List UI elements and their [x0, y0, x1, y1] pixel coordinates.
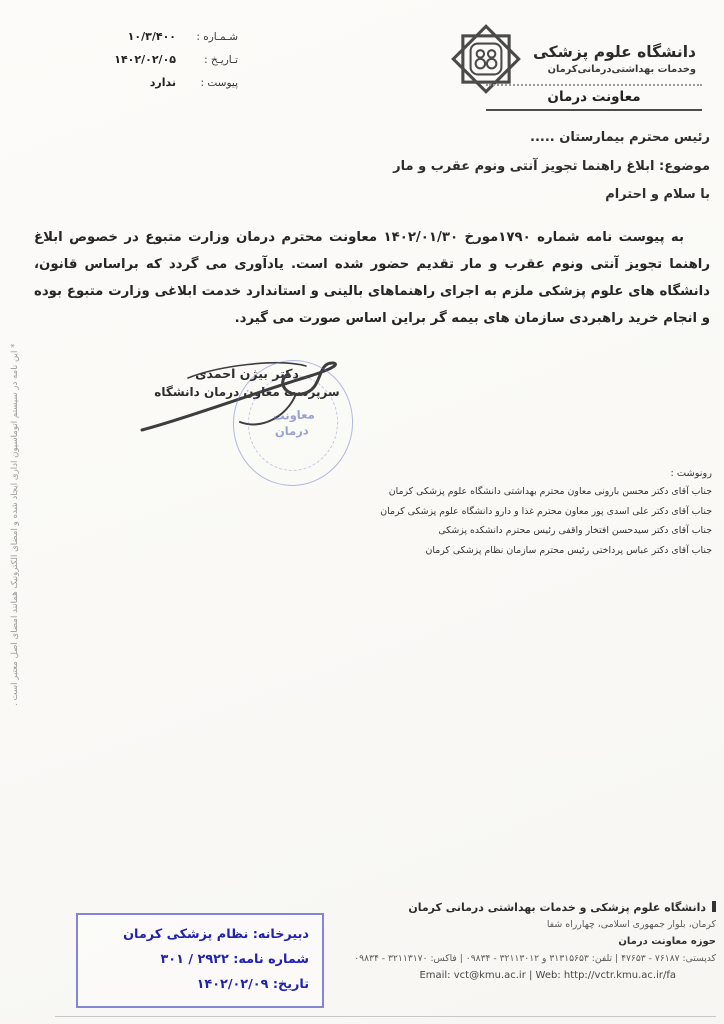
department-name: معاونت درمان — [547, 89, 641, 105]
footer-address: کرمان، بلوار جمهوری اسلامی، چهارراه شفا — [546, 919, 716, 930]
footer-org-line — [296, 899, 716, 916]
org-subtitle: وخدمات بهداشتی‌درمانی‌کرمان — [547, 64, 696, 75]
stamp-word-2: درمان — [274, 423, 310, 439]
department-banner — [486, 84, 702, 111]
secretariat-office: دبیرخانه: نظام پزشکی کرمان — [123, 927, 309, 942]
signer-name: دکتر بیژن احمدی — [195, 366, 299, 381]
date-value: ۱۴۰۲/۰۲/۰۵ — [114, 53, 176, 66]
letterhead-text — [533, 43, 696, 75]
subject-line: موضوع: ابلاغ راهنما تجویز آنتی ونوم عقرب و مار — [393, 159, 710, 174]
recipient-line: رئیس محترم بیمارستان ..... — [530, 130, 710, 145]
meta-date-row — [88, 53, 238, 76]
footer-accent-bar — [712, 901, 716, 912]
cc-item: جناب آقای دکتر علی اسدی پور معاون محترم غذا و دارو دانشگاه علوم پزشکی کرمان — [380, 505, 712, 517]
secretariat-stamp-box — [76, 913, 324, 1008]
secretariat-date: تاریخ: ۱۴۰۲/۰۲/۰۹ — [196, 977, 309, 992]
round-stamp-center — [242, 369, 344, 477]
secretariat-letter-number: شماره نامه: ۲۹۲۲ / ۳۰۱ — [160, 952, 309, 967]
attachment-label: پیوست : — [200, 77, 238, 89]
footer-phone-fax: کدپستی: ۷۶۱۸۷ - ۴۷۶۵۳ | تلفن: ۳۱۳۱۵۶۵۳ و ۳۲۱۱۳۰۱۲ - ۰۹۸۳۴ | فاکس: ۳۲۱۱۳۱۷۰ - ۰۹۸۳۴ — [354, 953, 716, 964]
cc-label: رونوشت : — [670, 468, 712, 479]
attachment-value: ندارد — [149, 76, 176, 89]
footer-org-name: دانشگاه علوم پزشکی و خدمات بهداشتی درمانی کرمان — [408, 901, 706, 914]
footer-contact-block — [296, 899, 716, 985]
cc-item: جناب آقای دکتر سیدحسن افتخار واقفی رئیس محترم دانشکده پزشکی — [438, 525, 712, 536]
cc-list — [374, 468, 712, 560]
stamp-word-1: معاونت — [273, 407, 316, 423]
number-value: ۱۰/۳/۴۰۰ — [127, 30, 176, 43]
letter-body: به پیوست نامه شماره ۱۷۹۰مورخ ۱۴۰۲/۰۱/۳۰ معاونت محترم درمان وزارت متبوع در خصوص ابلاغ راهنما تجویز آنتی ونوم عقرب و مار تقدیم حضور شده است. یادآوری می گردد که براساس قانون، دانشگاه های علوم پزشکی ملزم به اجرای راهنماهای بالینی و استاندارد خدمت ابلاغی وزارت متبوع بوده و انجام خرید راهبردی سازمان های بیمه گر براین اساس صورت می گیرد. — [34, 230, 710, 327]
meta-attachment-row — [88, 76, 238, 99]
cc-item: جناب آقای دکتر عباس پرداختی رئیس محترم سازمان نظام پزشکی کرمان — [425, 544, 712, 556]
cc-item: جناب آقای دکتر محسن بارونی معاون محترم بهداشتی دانشگاه علوم پزشکی کرمان — [388, 486, 712, 497]
footer-department: حوزه معاونت درمان — [618, 936, 716, 947]
salutation-line: با سلام و احترام — [605, 187, 710, 202]
electronic-signature-note: * این نامه در سیستم اتوماسیون اداری ایجاد شده و امضای الکترونیک همانند امضای اصل معتبر است . — [10, 343, 20, 706]
org-name: دانشگاه علوم پزشکی — [532, 43, 696, 61]
date-label: تـاریـخ : — [204, 54, 238, 66]
number-label: شـمـاره : — [196, 31, 238, 43]
meta-number-row — [88, 30, 238, 53]
bottom-divider-line — [55, 1016, 716, 1017]
banner-bottom-rule — [486, 109, 702, 111]
letter-meta-fields — [88, 30, 238, 99]
signer-title: سرپرست معاون درمان دانشگاه — [154, 385, 340, 399]
footer-email-web: Email: vct@kmu.ac.ir | Web: http://vctr.kmu.ac.ir/fa — [419, 970, 676, 981]
